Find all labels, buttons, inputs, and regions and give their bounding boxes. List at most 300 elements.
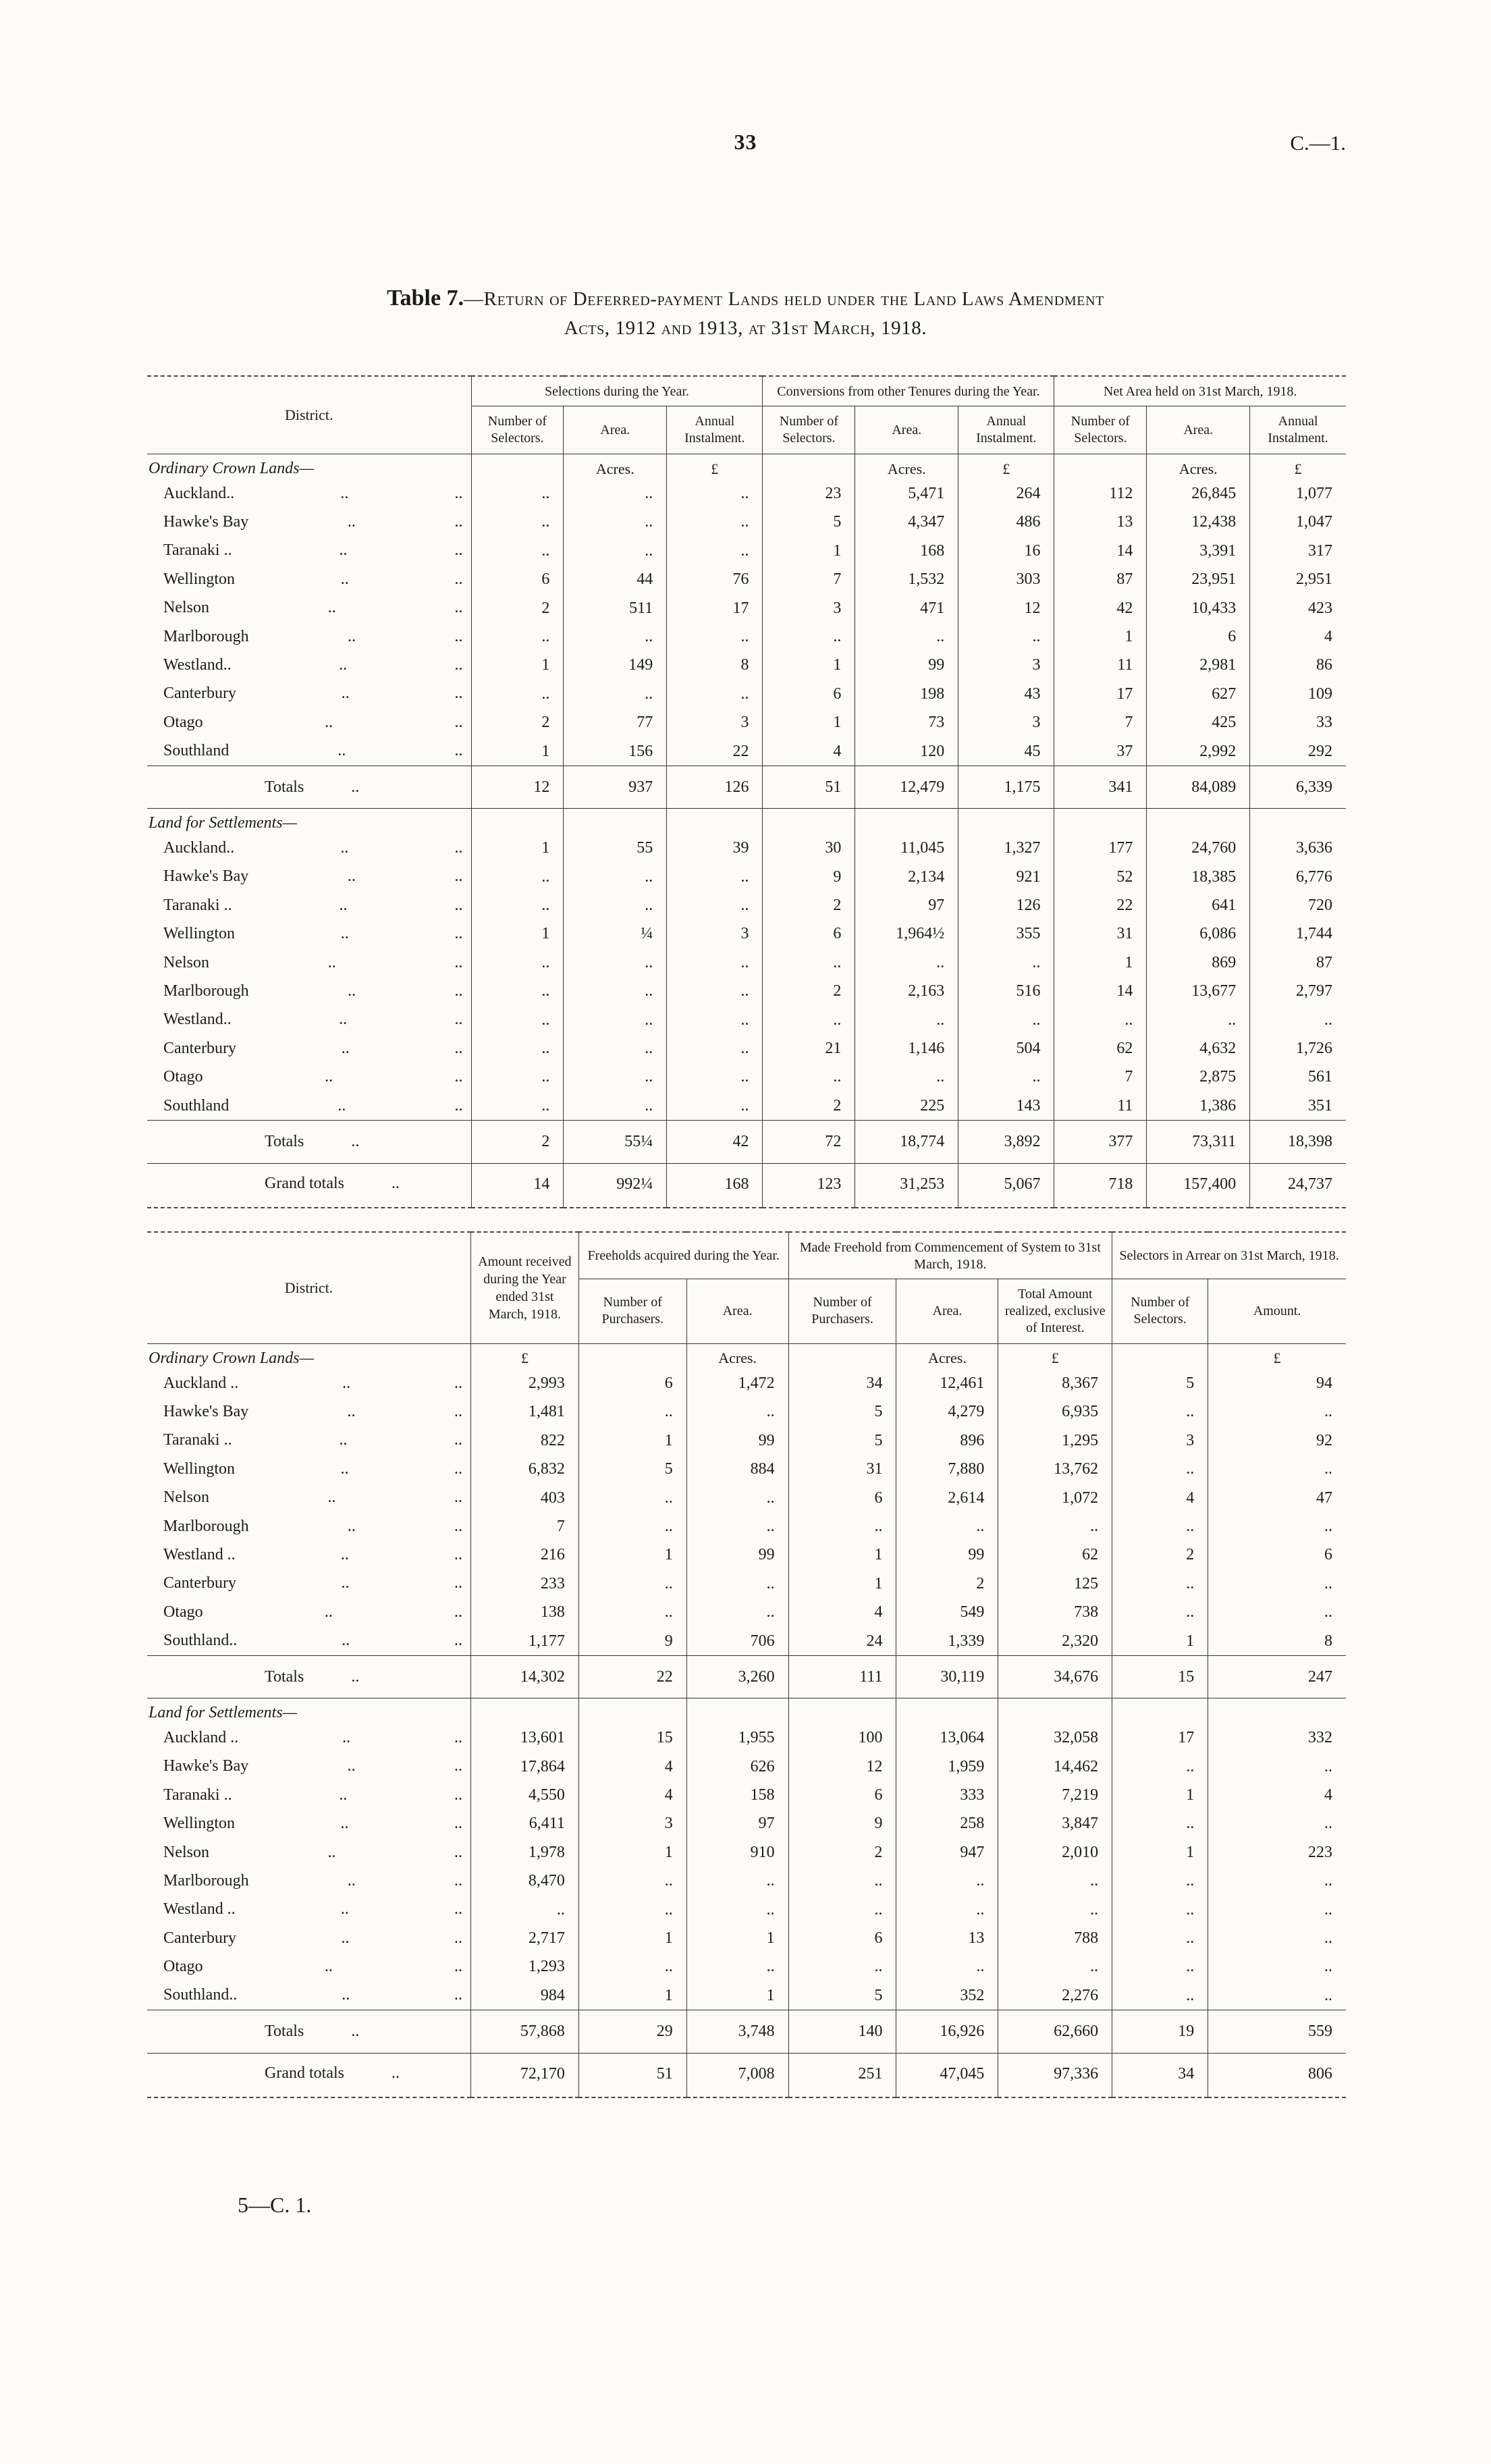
value-cell: 94 [1208, 1369, 1346, 1397]
value-cell: .. [667, 1092, 763, 1121]
district-name: Auckland .. [163, 1374, 239, 1392]
group-header-conversions: Conversions from other Tenures during the Year. [763, 376, 1054, 406]
value-cell: 143 [958, 1092, 1054, 1121]
total-value-cell: 3,748 [686, 2010, 788, 2053]
table-row [147, 948, 1346, 977]
district-cell [147, 737, 471, 766]
value-cell: 788 [998, 1924, 1112, 1952]
value-cell: 26,845 [1147, 479, 1250, 508]
value-cell: 33 [1250, 708, 1346, 736]
value-cell: 17 [1054, 680, 1147, 708]
value-cell: 9 [578, 1627, 686, 1656]
group-header-selections: Selections during the Year. [471, 376, 763, 406]
value-cell: 3 [958, 651, 1054, 679]
value-cell: 92 [1208, 1426, 1346, 1455]
value-cell: 22 [1054, 891, 1147, 919]
total-value-cell: 30,119 [896, 1655, 998, 1698]
value-cell: 511 [564, 594, 667, 622]
district-cell [147, 1397, 471, 1426]
value-cell: 1,177 [471, 1627, 579, 1656]
value-cell: 1 [763, 708, 855, 736]
value-cell: 869 [1147, 948, 1250, 977]
leader-dots: .. [454, 1958, 463, 1976]
value-cell: 99 [686, 1541, 788, 1569]
value-cell: 7 [1054, 1063, 1147, 1091]
value-cell: 355 [958, 919, 1054, 948]
value-cell: 5 [788, 1397, 896, 1426]
value-cell: 13,762 [998, 1455, 1112, 1483]
value-cell: .. [686, 1867, 788, 1895]
district-cell [147, 1952, 471, 1981]
table-row [147, 1512, 1346, 1541]
value-cell: 921 [958, 863, 1054, 891]
leader-dots: .. [340, 570, 349, 588]
value-cell: 317 [1250, 537, 1346, 565]
value-cell: 198 [855, 680, 958, 708]
value-cell: 2 [763, 977, 855, 1005]
value-cell: 292 [1250, 737, 1346, 766]
unit-cell [1147, 809, 1250, 834]
value-cell: 333 [896, 1781, 998, 1809]
district-cell [147, 565, 471, 593]
value-cell: 1 [471, 737, 564, 766]
value-cell: 2,276 [998, 1981, 1112, 2010]
value-cell: 4 [1208, 1781, 1346, 1809]
leader-dots: .. [454, 1871, 463, 1890]
leader-dots: .. [340, 838, 349, 857]
district-name: Westland .. [163, 1900, 236, 1919]
table-row [147, 977, 1346, 1005]
value-cell: 2,797 [1250, 977, 1346, 1005]
table-row [147, 708, 1346, 736]
leader-dots: .. [454, 1728, 463, 1746]
value-cell: 2 [471, 594, 564, 622]
total-value-cell: 62,660 [998, 2010, 1112, 2053]
unit-cell [1112, 1343, 1208, 1369]
col-header: Area. [564, 406, 667, 454]
unit-cell [667, 809, 763, 834]
value-cell: .. [471, 622, 564, 651]
value-cell: 1 [686, 1924, 788, 1952]
value-cell: 6,411 [471, 1809, 579, 1838]
table-row [147, 834, 1346, 862]
leader-dots: .. [454, 513, 463, 531]
value-cell: 100 [788, 1723, 896, 1752]
value-cell: .. [564, 508, 667, 536]
value-cell: .. [896, 1867, 998, 1895]
value-cell: 627 [1147, 680, 1250, 708]
leader-dots: .. [454, 1431, 463, 1449]
leader-dots: .. [454, 1632, 463, 1650]
leader-dots: .. [454, 925, 463, 943]
value-cell: .. [1208, 1512, 1346, 1541]
value-cell: .. [471, 479, 564, 508]
total-value-cell: 12,479 [855, 766, 958, 808]
value-cell: .. [471, 1092, 564, 1121]
table-row [147, 680, 1346, 708]
value-cell: .. [1208, 1924, 1346, 1952]
table-row [147, 622, 1346, 651]
table-row [147, 1006, 1346, 1034]
value-cell: .. [686, 1512, 788, 1541]
section-heading: Land for Settlements— [148, 1704, 297, 1722]
leader-dots: .. [340, 1546, 349, 1564]
value-cell: .. [667, 891, 763, 919]
unit-cell: £ [998, 1343, 1112, 1369]
value-cell: 4,550 [471, 1781, 579, 1809]
value-cell: 6,832 [471, 1455, 579, 1483]
value-cell: 1 [1054, 622, 1147, 651]
value-cell: .. [564, 537, 667, 565]
value-cell: .. [1208, 1598, 1346, 1626]
table-row [147, 1752, 1346, 1781]
total-value-cell: 123 [763, 1163, 855, 1208]
leader-dots: .. [454, 685, 463, 703]
value-cell: 225 [855, 1092, 958, 1121]
value-cell: 9 [763, 863, 855, 891]
value-cell: 45 [958, 737, 1054, 766]
table-row [147, 1063, 1346, 1091]
group-header-arrears: Selectors in Arrear on 31st March, 1918. [1112, 1232, 1346, 1279]
group-header-row [147, 376, 1346, 406]
group-header-made-freehold: Made Freehold from Commencement of System to 31st March, 1918. [788, 1232, 1112, 1279]
value-cell: .. [667, 863, 763, 891]
value-cell: .. [578, 1867, 686, 1895]
section-heading-row [147, 809, 1346, 834]
value-cell: 12 [788, 1752, 896, 1781]
value-cell: .. [1250, 1006, 1346, 1034]
leader-dots: .. [341, 1574, 350, 1592]
value-cell: 6 [788, 1781, 896, 1809]
value-cell: .. [1208, 1896, 1346, 1924]
leader-dots: .. [454, 1574, 463, 1592]
value-cell: 303 [958, 565, 1054, 593]
district-cell [147, 1752, 471, 1781]
value-cell: .. [578, 1397, 686, 1426]
value-cell: 561 [1250, 1063, 1346, 1091]
value-cell: 216 [471, 1541, 579, 1569]
district-name: Auckland.. [163, 838, 235, 857]
leader-dots: .. [454, 1546, 463, 1564]
unit-cell: Acres. [1147, 454, 1250, 480]
totals-label: Totals [265, 2022, 304, 2040]
value-cell: 2,134 [855, 863, 958, 891]
value-cell: 12 [958, 594, 1054, 622]
table-row [147, 1924, 1346, 1952]
district-cell [147, 479, 471, 508]
value-cell: 1 [471, 834, 564, 862]
value-cell: 910 [686, 1838, 788, 1867]
table-row [147, 1867, 1346, 1895]
total-value-cell: 126 [667, 766, 763, 808]
value-cell: .. [896, 1512, 998, 1541]
value-cell: 7,219 [998, 1781, 1112, 1809]
value-cell: 13 [1054, 508, 1147, 536]
leader-dots: .. [454, 1986, 463, 2004]
leader-dots: .. [454, 1603, 463, 1621]
value-cell: 99 [686, 1426, 788, 1455]
total-value-cell: 47,045 [896, 2053, 998, 2097]
value-cell: 6 [763, 919, 855, 948]
value-cell: .. [667, 1063, 763, 1091]
value-cell: 425 [1147, 708, 1250, 736]
total-value-cell: 111 [788, 1655, 896, 1698]
totals-label-cell [147, 1655, 471, 1698]
leader-dots: .. [454, 896, 463, 914]
value-cell: 5 [788, 1426, 896, 1455]
grand-row [147, 1163, 1346, 1208]
district-name: Otago [163, 1068, 203, 1086]
district-cell [147, 863, 471, 891]
value-cell: 6 [471, 565, 564, 593]
value-cell: 97 [855, 891, 958, 919]
value-cell: .. [564, 863, 667, 891]
unit-cell [1054, 454, 1147, 480]
value-cell: .. [1112, 1752, 1208, 1781]
value-cell: 47 [1208, 1484, 1346, 1512]
value-cell: 1,295 [998, 1426, 1112, 1455]
value-cell: 1,339 [896, 1627, 998, 1656]
value-cell: 31 [788, 1455, 896, 1483]
total-value-cell: 73,311 [1147, 1121, 1250, 1163]
value-cell: 984 [471, 1981, 579, 2010]
total-value-cell: 29 [578, 2010, 686, 2053]
value-cell: 738 [998, 1598, 1112, 1626]
leader-dots: .. [454, 570, 463, 588]
value-cell: .. [667, 1006, 763, 1034]
value-cell: 52 [1054, 863, 1147, 891]
value-cell: 1 [1112, 1627, 1208, 1656]
district-name: Marlborough [163, 1871, 249, 1890]
value-cell: 13,601 [471, 1723, 579, 1752]
value-cell: .. [1112, 1512, 1208, 1541]
district-name: Marlborough [163, 627, 249, 645]
table-title [0, 282, 1491, 342]
value-cell: 17,864 [471, 1752, 579, 1781]
leader-dots: .. [351, 778, 360, 796]
table-row [147, 1809, 1346, 1838]
value-cell: .. [564, 1034, 667, 1063]
value-cell: 1,472 [686, 1369, 788, 1397]
value-cell: .. [958, 1006, 1054, 1034]
value-cell: .. [564, 1063, 667, 1091]
leader-dots: .. [454, 1374, 463, 1392]
leader-dots: .. [340, 1900, 349, 1919]
district-cell [147, 508, 471, 536]
district-cell [147, 891, 471, 919]
value-cell: 2 [896, 1570, 998, 1598]
section-heading-row [147, 1698, 1346, 1724]
total-value-cell: 992¼ [564, 1163, 667, 1208]
total-value-cell: 247 [1208, 1655, 1346, 1698]
total-value-cell: 937 [564, 766, 667, 808]
district-cell [147, 1426, 471, 1455]
value-cell: .. [1054, 1006, 1147, 1034]
group-header-row [147, 1232, 1346, 1279]
value-cell: .. [686, 1570, 788, 1598]
value-cell: .. [855, 948, 958, 977]
leader-dots: .. [351, 1667, 360, 1686]
section-heading: Ordinary Crown Lands— [148, 1349, 314, 1367]
district-cell [147, 1369, 471, 1397]
value-cell: 1 [763, 651, 855, 679]
total-value-cell: 34 [1112, 2053, 1208, 2097]
table-row [147, 1397, 1346, 1426]
district-name: Taranaki .. [163, 1786, 232, 1804]
value-cell: 1 [578, 1838, 686, 1867]
tables-area [147, 375, 1346, 2098]
value-cell: 14,462 [998, 1752, 1112, 1781]
value-cell: .. [1147, 1006, 1250, 1034]
value-cell: 351 [1250, 1092, 1346, 1121]
value-cell: 17 [1112, 1723, 1208, 1752]
totals-label: Totals [265, 778, 304, 796]
value-cell: 1 [578, 1924, 686, 1952]
total-value-cell: 18,774 [855, 1121, 958, 1163]
value-cell: 4 [1112, 1484, 1208, 1512]
table-row [147, 1034, 1346, 1063]
table-title-line1: —Return of Deferred-payment Lands held under the Land Laws Amendment [464, 288, 1104, 310]
district-name: Auckland .. [163, 1728, 239, 1746]
value-cell: 24 [788, 1627, 896, 1656]
leader-dots: .. [339, 541, 348, 560]
value-cell: .. [1112, 1952, 1208, 1981]
leader-dots: .. [454, 742, 463, 760]
value-cell: 23 [763, 479, 855, 508]
unit-cell [686, 1698, 788, 1724]
value-cell: .. [564, 1006, 667, 1034]
unit-cell [564, 809, 667, 834]
value-cell: 8,367 [998, 1369, 1112, 1397]
value-cell: .. [896, 1952, 998, 1981]
value-cell: .. [1208, 1981, 1346, 2010]
table-row [147, 594, 1346, 622]
leader-dots: .. [337, 742, 346, 760]
value-cell: 5 [788, 1981, 896, 2010]
district-cell [147, 1924, 471, 1952]
leader-dots: .. [391, 2064, 400, 2083]
table-row [147, 891, 1346, 919]
value-cell: 1,146 [855, 1034, 958, 1063]
value-cell: .. [998, 1952, 1112, 1981]
section-heading-row [147, 1343, 1346, 1369]
value-cell: 14 [1054, 977, 1147, 1005]
district-name: Wellington [163, 1815, 236, 1833]
value-cell: 30 [763, 834, 855, 862]
total-value-cell: 14 [471, 1163, 564, 1208]
leader-dots: .. [339, 1011, 348, 1029]
total-value-cell: 51 [578, 2053, 686, 2097]
value-cell: 2,992 [1147, 737, 1250, 766]
value-cell: 1 [686, 1981, 788, 2010]
leader-dots: .. [327, 599, 336, 617]
value-cell: .. [564, 1092, 667, 1121]
leader-dots: .. [454, 1039, 463, 1057]
district-name: Wellington [163, 570, 236, 588]
value-cell: 223 [1208, 1838, 1346, 1867]
value-cell: 1 [1112, 1781, 1208, 1809]
unit-cell [578, 1698, 686, 1724]
value-cell: 14 [1054, 537, 1147, 565]
unit-cell [471, 809, 564, 834]
value-cell: 16 [958, 537, 1054, 565]
value-cell: 5 [763, 508, 855, 536]
leader-dots: .. [347, 1517, 356, 1535]
value-cell: .. [686, 1598, 788, 1626]
value-cell: .. [958, 622, 1054, 651]
table-title-label: Table 7. [387, 286, 464, 311]
district-name: Southland [163, 742, 229, 760]
unit-cell [1112, 1698, 1208, 1724]
leader-dots: .. [347, 513, 356, 531]
leader-dots: .. [454, 1786, 463, 1804]
totals-label-cell [147, 1121, 471, 1163]
value-cell: .. [1208, 1397, 1346, 1426]
value-cell: 86 [1250, 651, 1346, 679]
leader-dots: .. [454, 1096, 463, 1115]
value-cell: .. [958, 1063, 1054, 1091]
value-cell: 2 [788, 1838, 896, 1867]
value-cell: 10,433 [1147, 594, 1250, 622]
district-name: Westland .. [163, 1546, 236, 1564]
leader-dots: .. [454, 953, 463, 971]
table-row [147, 537, 1346, 565]
district-name: Otago [163, 1603, 203, 1621]
value-cell: 62 [1054, 1034, 1147, 1063]
total-value-cell: 19 [1112, 2010, 1208, 2053]
value-cell: 2,614 [896, 1484, 998, 1512]
value-cell: 1,047 [1250, 508, 1346, 536]
district-header: District. [147, 1232, 471, 1344]
district-name: Canterbury [163, 1039, 236, 1057]
district-name: Southland.. [163, 1986, 238, 2004]
totals-row [147, 2010, 1346, 2053]
value-cell: 6 [788, 1484, 896, 1512]
value-cell: 97 [686, 1809, 788, 1838]
unit-cell [998, 1698, 1112, 1724]
leader-dots: .. [340, 1459, 349, 1478]
table-row [147, 1455, 1346, 1483]
leader-dots: .. [342, 1374, 351, 1392]
value-cell: 1 [788, 1541, 896, 1569]
district-name: Wellington [163, 1459, 236, 1478]
leader-dots: .. [347, 1403, 356, 1421]
district-name: Canterbury [163, 685, 236, 703]
district-name: Auckland.. [163, 484, 235, 502]
col-header: Number of Selectors. [763, 406, 855, 454]
total-value-cell: 140 [788, 2010, 896, 2053]
grand-row [147, 2053, 1346, 2097]
leader-dots: .. [348, 982, 356, 1000]
district-name: Otago [163, 713, 203, 731]
total-value-cell: 341 [1054, 766, 1147, 808]
value-cell: 125 [998, 1570, 1112, 1598]
value-cell: .. [855, 622, 958, 651]
district-name: Nelson [163, 1843, 209, 1861]
col-header: Number of Selectors. [1112, 1279, 1208, 1343]
value-cell: 1,978 [471, 1838, 579, 1867]
value-cell: .. [763, 1006, 855, 1034]
table-row [147, 1541, 1346, 1569]
value-cell: 264 [958, 479, 1054, 508]
district-cell [147, 1512, 471, 1541]
value-cell: 3 [958, 708, 1054, 736]
value-cell: 13,677 [1147, 977, 1250, 1005]
value-cell: .. [763, 1063, 855, 1091]
total-value-cell: 2 [471, 1121, 564, 1163]
total-value-cell: 15 [1112, 1655, 1208, 1698]
unit-cell [958, 809, 1054, 834]
